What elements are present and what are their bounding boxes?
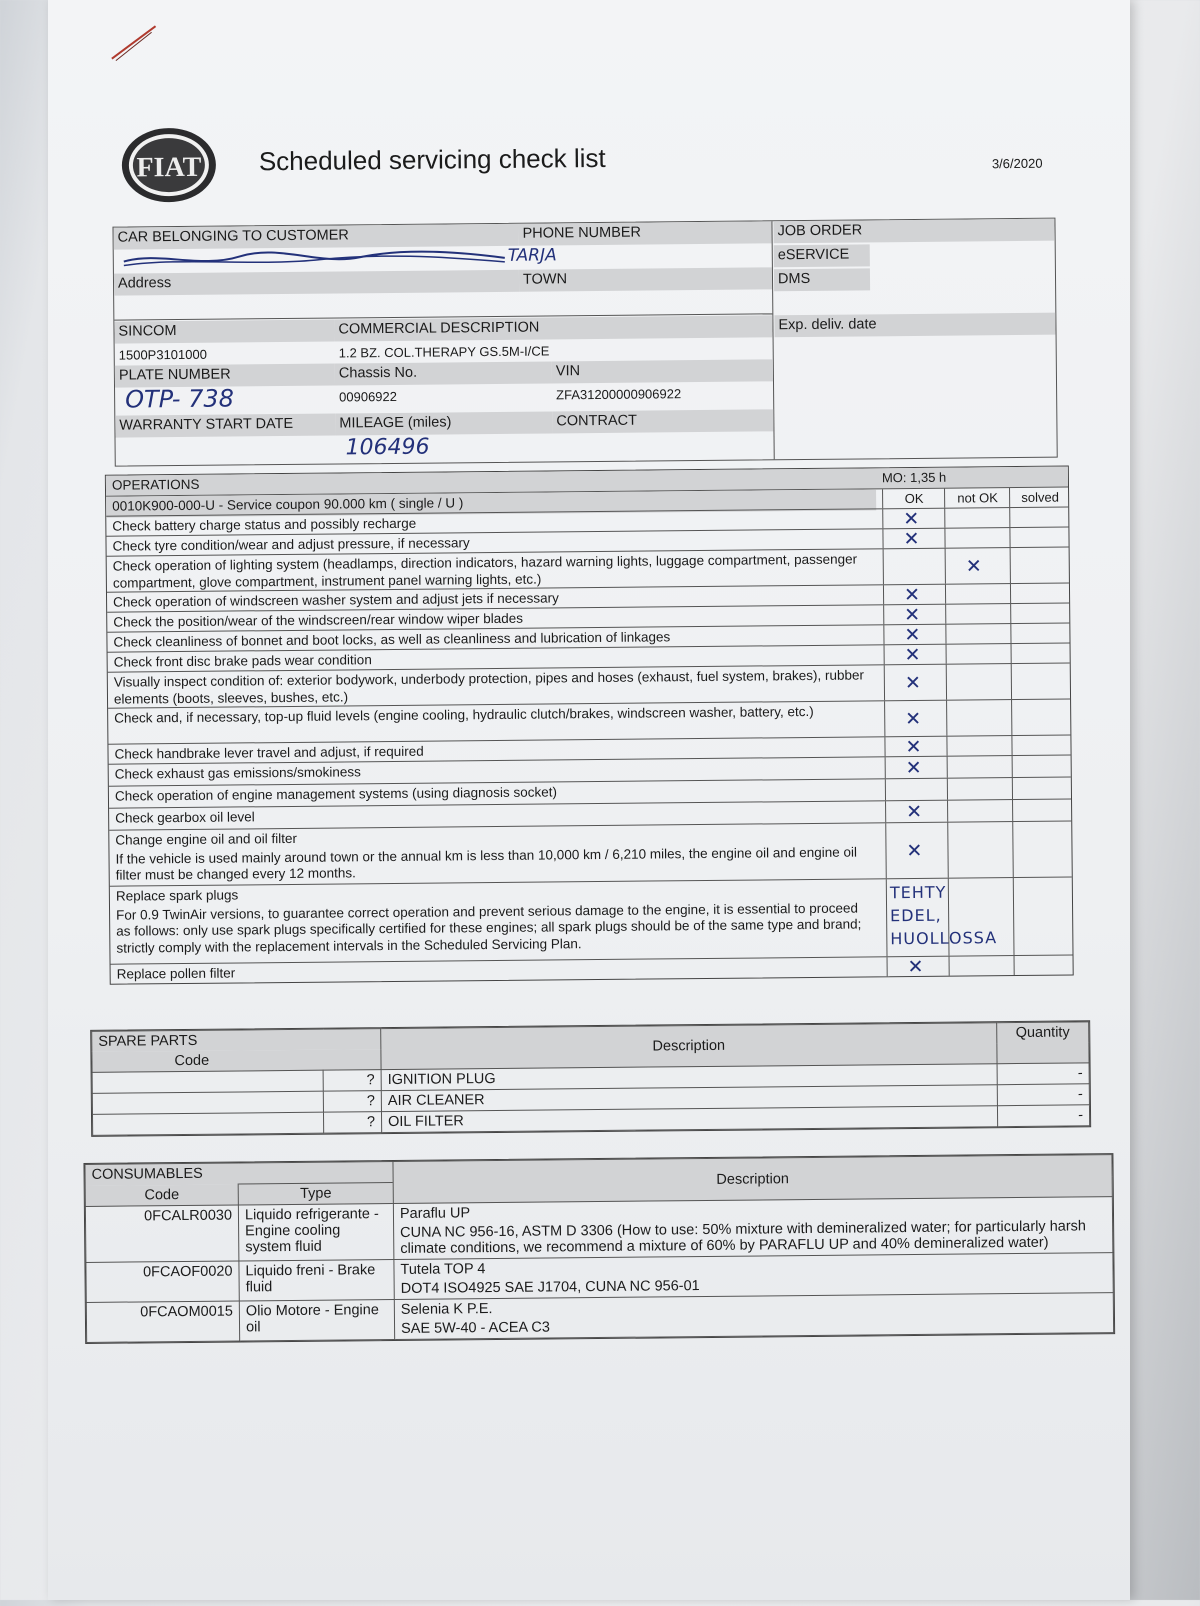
- exp-deliv-date-label: Exp. deliv. date: [774, 313, 1055, 338]
- solved-cell: [1011, 663, 1072, 699]
- spare-code: ?: [324, 1112, 382, 1134]
- solved-cell: [1012, 755, 1073, 777]
- spare-code-blank: [92, 1070, 324, 1093]
- spare-code-header: [92, 1049, 381, 1072]
- operation-text: Check operation of windscreen washer system and adjust jets if necessary: [113, 590, 559, 610]
- struck-out-name-scribble: [120, 244, 510, 274]
- consumable-row: [85, 1197, 1112, 1263]
- operation-text: Check handbrake lever travel and adjust, if required: [114, 743, 424, 762]
- solved-cell: [1011, 643, 1072, 663]
- ok-cell: [885, 823, 949, 879]
- operation-subtext: For 0.9 TwinAir versions, to guarantee correct operation and prevent serious damage to the engine, it is essential to proceed as follows: only use spark plugs specifically certified for these engines; all spark plugs should be of the same type and brand; strictly comply with the replacement intervals in the Scheduled Servicing Plan.: [116, 900, 862, 956]
- not-ok-cell: [944, 528, 1010, 548]
- col-solved-header: solved: [1009, 487, 1070, 507]
- solved-cell: [1014, 955, 1075, 975]
- address-label: Address: [114, 270, 519, 296]
- solved-cell: [1009, 507, 1070, 527]
- dms-label: DMS: [774, 268, 870, 291]
- document-date: 3/6/2020: [991, 155, 1043, 172]
- handwritten-note-line: EDEL,: [890, 905, 942, 926]
- not-ok-cell: [946, 736, 1012, 756]
- handwritten-x-mark: ✕: [903, 583, 921, 606]
- solved-cell: [1012, 821, 1074, 877]
- not-ok-cell: [947, 778, 1013, 800]
- consumable-type: Olio Motore - Engine oil: [239, 1299, 394, 1340]
- spare-code-blank: [92, 1091, 324, 1114]
- operation-text: Check front disc brake pads wear condition: [113, 652, 372, 670]
- handwritten-note-line: TEHTY: [889, 882, 947, 903]
- spare-code-header-text: Code: [174, 1052, 210, 1070]
- consumable-type: Liquido freni - Brake fluid: [239, 1259, 394, 1300]
- phone-label: PHONE NUMBER: [518, 221, 771, 245]
- handwritten-x-mark: ✕: [905, 756, 922, 779]
- solved-cell: [1009, 527, 1070, 547]
- operation-text: Replace pollen filter: [116, 965, 236, 982]
- ok-cell: [884, 645, 947, 665]
- not-ok-cell: [946, 664, 1012, 700]
- chassis-value: 00906922: [339, 388, 398, 405]
- spare-parts-rows: [92, 1063, 1090, 1136]
- operations-table: [105, 465, 1074, 984]
- handwritten-note-line: HUOLLOSSA: [890, 928, 998, 949]
- consumable-name: Tutela TOP 4: [400, 1261, 486, 1278]
- ok-cell: [884, 737, 947, 757]
- ok-cell: [887, 957, 950, 977]
- consumable-description-cell: [393, 1197, 1113, 1260]
- spare-quantity: -: [997, 1063, 1089, 1085]
- commercial-description-value: 1.2 BZ. COL.THERAPY GS.5M-I/CE: [338, 343, 550, 361]
- not-ok-cell: [944, 508, 1010, 528]
- ok-cell: [885, 779, 948, 801]
- spare-description: AIR CLEANER: [381, 1085, 997, 1112]
- ok-cell: [885, 757, 948, 779]
- spare-description: IGNITION PLUG: [381, 1064, 997, 1091]
- solved-cell: [1011, 735, 1072, 755]
- customer-block: [112, 218, 1057, 467]
- sincom-label: SINCOM: [114, 320, 334, 344]
- operation-text: Check operation of engine management systems (using diagnosis socket): [114, 784, 557, 804]
- handwritten-x-mark: ✕: [904, 603, 921, 626]
- handwritten-x-mark: ✕: [903, 507, 920, 530]
- consumable-name: Paraflu UP: [399, 1205, 471, 1222]
- svg-text:FIAT: FIAT: [136, 151, 202, 184]
- operation-text: Change engine oil and oil filter: [115, 830, 298, 848]
- consumable-name: Selenia K P.E.: [400, 1301, 493, 1318]
- chassis-label: Chassis No.: [335, 361, 552, 385]
- warranty-start-label: WARRANTY START DATE: [115, 414, 335, 438]
- operation-text: Replace spark plugs: [115, 887, 239, 904]
- consumables-rows: [85, 1197, 1113, 1343]
- handwritten-x-mark: ✕: [904, 671, 921, 694]
- operation-row: [109, 820, 1071, 885]
- commercial-description-label: COMMERCIAL DESCRIPTION: [334, 315, 772, 341]
- operation-text: Check gearbox oil level: [115, 809, 255, 826]
- ok-cell: [885, 801, 948, 823]
- operation-text: Check the position/wear of the windscreen/rear window wiper blades: [113, 610, 524, 630]
- consumables-label: CONSUMABLES: [85, 1162, 393, 1186]
- ok-cell: [884, 701, 947, 737]
- not-ok-cell: [945, 604, 1011, 624]
- plate-number-handwritten: OTP- 738: [124, 384, 235, 414]
- consumable-code: 0FCAOF0020: [86, 1261, 239, 1302]
- ok-cell: [884, 665, 947, 701]
- contract-label: CONTRACT: [552, 409, 773, 433]
- handwritten-x-mark: ✕: [906, 800, 923, 823]
- handwritten-x-mark: ✕: [904, 623, 921, 646]
- solved-cell: [1010, 623, 1071, 643]
- spare-code: ?: [324, 1091, 382, 1113]
- spare-code: ?: [324, 1070, 382, 1092]
- eservice-label: eSERVICE: [774, 244, 870, 267]
- operation-row: [110, 876, 1073, 963]
- consumable-row: [86, 1293, 1113, 1343]
- plate-number-label: PLATE NUMBER: [115, 364, 335, 388]
- handwritten-x-mark: ✕: [906, 839, 923, 862]
- solved-cell: [1010, 547, 1071, 583]
- ok-cell: [883, 585, 946, 605]
- handwritten-x-mark: ✕: [903, 527, 920, 550]
- handwritten-x-mark: ✕: [904, 643, 921, 666]
- handwritten-x-mark: ✕: [965, 554, 982, 577]
- operation-subtext: If the vehicle is used mainly around town or the annual km is less than 10,000 km / 6,210 miles, the engine oil and engine oil filter must be changed every 12 months.: [115, 844, 858, 883]
- cons-type-header: Type: [238, 1183, 393, 1205]
- consumable-description-cell: [394, 1293, 1113, 1340]
- town-label: TOWN: [519, 267, 772, 291]
- spare-qty-header: Quantity: [996, 1022, 1089, 1064]
- mileage-handwritten: 106496: [345, 434, 430, 461]
- car-belonging-label: CAR BELONGING TO CUSTOMER: [113, 224, 518, 250]
- spare-desc-header: Description: [381, 1023, 997, 1070]
- spare-parts-table: [90, 1020, 1091, 1137]
- ok-cell: [883, 605, 946, 625]
- operation-text: Visually inspect condition of: exterior bodywork, underbody protection, pipes and hoses (exhaust, fuel system, brakes), rubber elements (boots, sleeves, bushes, etc.): [113, 667, 865, 707]
- operations-label: OPERATIONS: [111, 476, 200, 493]
- not-ok-cell: [945, 624, 1011, 644]
- fiat-logo: [120, 126, 219, 205]
- cons-code-header: Code: [85, 1184, 238, 1206]
- not-ok-cell: [945, 584, 1011, 604]
- spare-parts-label: SPARE PARTS: [92, 1029, 381, 1052]
- not-ok-cell: [947, 822, 1014, 878]
- spare-description: OIL FILTER: [381, 1106, 997, 1133]
- consumables-table: [83, 1153, 1115, 1344]
- mileage-label: MILEAGE (miles): [335, 411, 552, 435]
- solved-cell: [1011, 699, 1072, 735]
- ok-cell: [882, 509, 945, 529]
- handwritten-x-mark: ✕: [907, 955, 924, 978]
- consumable-description-cell: [394, 1253, 1113, 1300]
- job-order-label: JOB ORDER: [773, 219, 1054, 244]
- ok-cell: [883, 549, 946, 585]
- operations-rows: [106, 506, 1072, 983]
- operation-text: Check tyre condition/wear and adjust pressure, if necessary: [112, 535, 470, 554]
- operation-text: Check exhaust gas emissions/smokiness: [114, 764, 361, 782]
- not-ok-cell: [947, 800, 1013, 822]
- consumable-type: Liquido refrigerante - Engine cooling system fluid: [238, 1204, 394, 1261]
- col-not-ok-header: not OK: [944, 488, 1010, 508]
- spare-code-blank: [92, 1112, 324, 1135]
- handwritten-note: [890, 879, 1081, 950]
- consumable-description: DOT4 ISO4925 SAE J1704, CUNA NC 956-01: [400, 1278, 700, 1297]
- consumable-description: CUNA NC 956-16, ASTM D 3306 (How to use: 50% mixture with demineralized water; for particularly harsh climate conditions, we recommend a mixture of 60% by PARAFLU UP and 40% demineralized water): [400, 1218, 1087, 1257]
- not-ok-cell: [945, 548, 1011, 584]
- pen-mark: [108, 22, 168, 63]
- consumable-code: 0FCAOM0015: [86, 1301, 239, 1342]
- spare-quantity: -: [997, 1084, 1089, 1106]
- handwritten-x-mark: ✕: [905, 735, 922, 758]
- solved-cell: [1010, 603, 1071, 623]
- ok-cell: [882, 529, 945, 549]
- operation-text: Check battery charge status and possibly recharge: [112, 515, 417, 534]
- vin-value: ZFA31200000906922: [556, 386, 682, 403]
- solved-cell: [1012, 799, 1073, 821]
- solved-cell: [1012, 777, 1073, 799]
- cons-desc-header: Description: [393, 1155, 1112, 1204]
- operation-text: Check operation of lighting system (headlamps, direction indicators, hazard warning lights, luggage compartment, passenger compartment, glove compartment, instrument panel warning lights, etc.): [112, 551, 858, 591]
- page-title: Scheduled servicing check list: [258, 142, 606, 177]
- col-ok-header: OK: [882, 489, 945, 509]
- not-ok-cell: [949, 956, 1015, 976]
- consumable-code: 0FCALR0030: [85, 1205, 239, 1262]
- sincom-value: 1500P3101000: [118, 346, 207, 363]
- solved-cell: [1010, 583, 1071, 603]
- vin-label: VIN: [552, 359, 773, 383]
- spare-quantity: -: [997, 1105, 1089, 1127]
- not-ok-cell: [946, 644, 1012, 664]
- ok-cell: [883, 625, 946, 645]
- coupon-label: 0010K900-000-U - Service coupon 90.000 km ( single / U ): [106, 489, 876, 517]
- operation-text: Check cleanliness of bonnet and boot locks, as well as cleanliness and lubrication of linkages: [113, 629, 671, 650]
- operation-text: Check and, if necessary, top-up fluid levels (engine cooling, hydraulic clutch/brakes, windscreen washer, battery, etc.): [114, 703, 814, 726]
- handwritten-x-mark: ✕: [905, 707, 922, 730]
- mo-label: MO: 1,35 h: [881, 469, 947, 486]
- not-ok-cell: [946, 700, 1012, 736]
- consumable-description: SAE 5W-40 - ACEA C3: [400, 1319, 550, 1337]
- customer-name-handwritten: TARJA: [507, 245, 557, 266]
- not-ok-cell: [947, 756, 1013, 778]
